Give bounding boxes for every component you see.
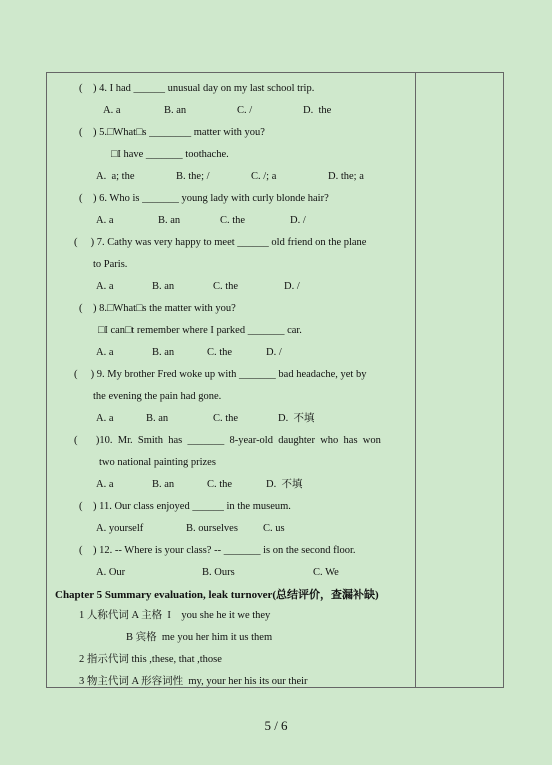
question-5-option-a: A. a; the [96, 171, 135, 182]
question-10-option-b: B. an [152, 479, 175, 490]
question-12-option-c: C. We [313, 567, 339, 578]
question-6-option-b: B. an [158, 215, 181, 226]
question-11-option-b: B. ourselves [186, 523, 238, 534]
question-5-stem-2: □I have _______ toothache. [111, 149, 229, 160]
question-7-option-b: B. an [152, 281, 175, 292]
question-7-option-a: A. a [96, 281, 114, 292]
question-9-option-a: A. a [96, 413, 114, 424]
question-4-option-b: B. an [164, 105, 187, 116]
question-10-stem-2: two national painting prizes [99, 457, 216, 468]
question-5-option-d: D. the; a [328, 171, 364, 182]
question-6-stem: ( ) 6. Who is _______ young lady with curly blonde hair? [79, 193, 329, 204]
question-4-option-a: A. a [103, 105, 121, 116]
question-10-stem: ( )10. Mr. Smith has _______ 8-year-old daughter who has won [74, 435, 381, 446]
question-9-option-c: C. the [213, 413, 239, 424]
question-8-option-d: D. / [266, 347, 282, 358]
question-11-option-a: A. yourself [96, 523, 144, 534]
question-7-stem: ( ) 7. Cathy was very happy to meet ______ old friend on the plane [74, 237, 367, 248]
question-10-option-d: D. 不填 [266, 479, 303, 490]
question-8-option-a: A. a [96, 347, 114, 358]
question-9-stem-2: the evening the pain had gone. [93, 391, 222, 402]
question-6-option-c: C. the [220, 215, 246, 226]
question-5-option-b: B. the; / [176, 171, 210, 182]
question-10-option-a: A. a [96, 479, 114, 490]
question-6-option-d: D. / [290, 215, 306, 226]
summary-line-1: 1 人称代词 A 主格 I you she he it we they [79, 610, 271, 621]
question-12-option-a: A. Our [96, 567, 126, 578]
question-9-stem: ( ) 9. My brother Fred woke up with _______ bad headache, yet by [74, 369, 367, 380]
question-5-stem: ( ) 5.□What□s ________ matter with you? [79, 127, 265, 138]
question-4-option-d: D. the [303, 105, 332, 116]
page-number: 5 / 6 [264, 718, 288, 733]
question-6-option-a: A. a [96, 215, 114, 226]
question-5-option-c: C. /; a [251, 171, 277, 182]
question-8-option-c: C. the [207, 347, 233, 358]
question-9-option-b: B. an [146, 413, 169, 424]
question-11-option-c: C. us [263, 523, 285, 534]
summary-line-2: B 宾格 me you her him it us them [126, 632, 273, 643]
question-7-option-d: D. / [284, 281, 300, 292]
question-8-option-b: B. an [152, 347, 175, 358]
column-divider [415, 72, 416, 688]
question-4-stem: ( ) 4. I had ______ unusual day on my last school trip. [79, 83, 315, 94]
summary-line-4: 3 物主代词 A 形容词性 my, your her his its our their [79, 676, 308, 687]
question-8-stem-2: □I can□t remember where I parked _______ car. [98, 325, 302, 336]
question-12-stem: ( ) 12. -- Where is your class? -- _______ is on the second floor. [79, 545, 356, 556]
question-4-option-c: C. / [237, 105, 253, 116]
question-10-option-c: C. the [207, 479, 233, 490]
question-11-stem: ( ) 11. Our class enjoyed ______ in the museum. [79, 501, 291, 512]
summary-line-3: 2 指示代词 this ,these, that ,those [79, 654, 222, 665]
summary-heading: Chapter 5 Summary evaluation, leak turnover(总结评价，查漏补缺) [55, 589, 379, 601]
question-7-option-c: C. the [213, 281, 239, 292]
question-7-stem-2: to Paris. [93, 259, 128, 270]
question-9-option-d: D. 不填 [278, 413, 315, 424]
question-12-option-b: B. Ours [202, 567, 235, 578]
question-8-stem: ( ) 8.□What□s the matter with you? [79, 303, 236, 314]
